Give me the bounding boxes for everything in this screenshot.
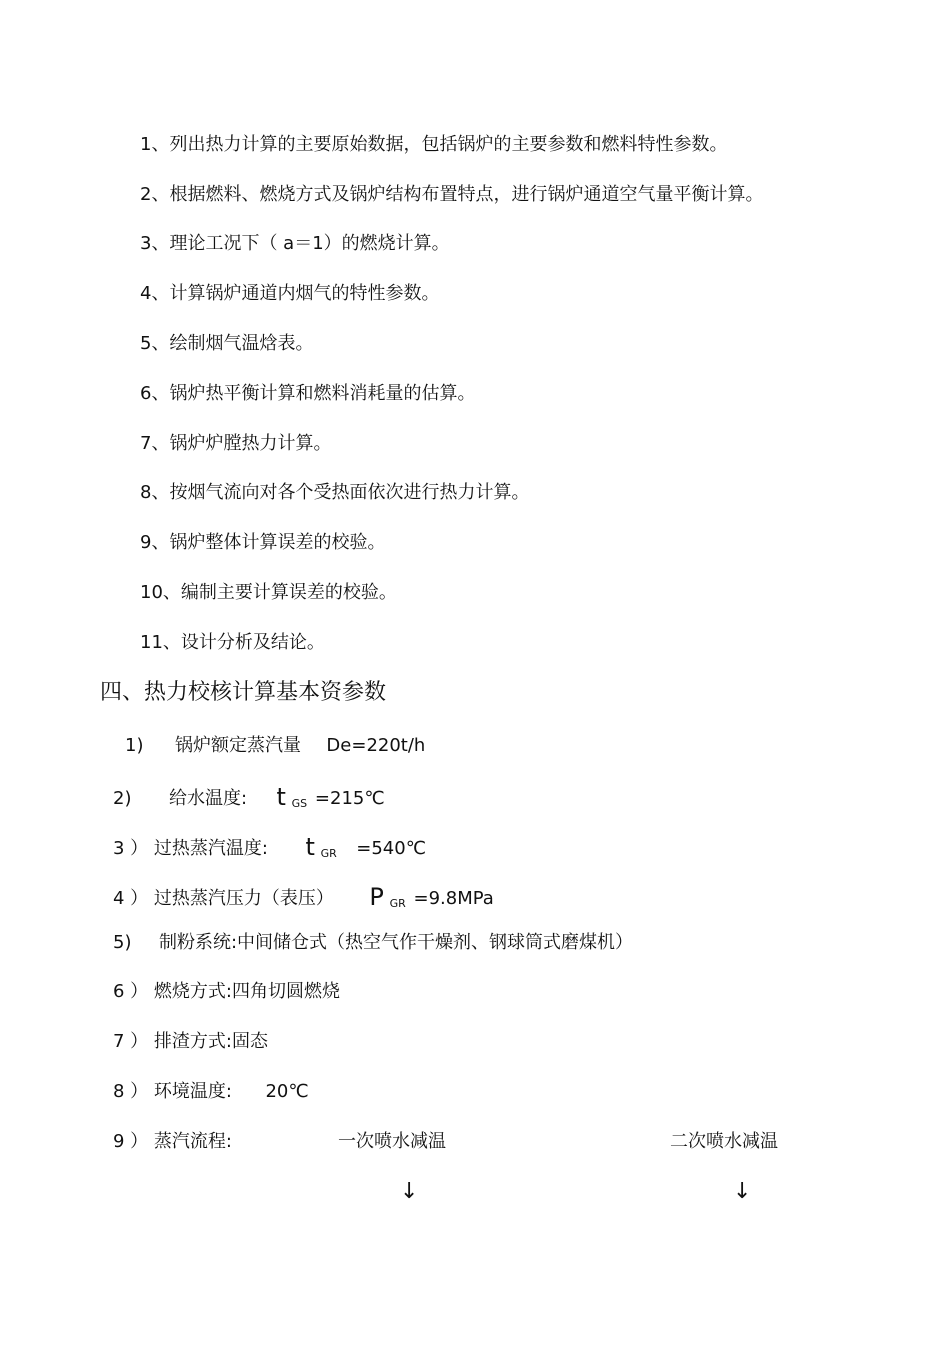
param-row-2	[113, 785, 385, 812]
param-row-6	[113, 981, 340, 1003]
param-row-5	[113, 932, 633, 954]
param-label: 制粉系统:中间储仓式（热空气作干燥剂、钢球筒式磨煤机）	[158, 932, 634, 953]
param-row-3	[113, 835, 426, 862]
param-row-8	[113, 1081, 309, 1103]
param-label: 环境温度:	[153, 1081, 232, 1102]
step-item-6: 6、锅炉热平衡计算和燃料消耗量的估算。	[140, 383, 476, 404]
param-number: 7 ）	[113, 1031, 149, 1052]
param-number: 9 ）	[113, 1131, 149, 1152]
param-value: =540℃	[356, 838, 426, 859]
section-title: 四、热力校核计算基本资参数	[100, 680, 387, 705]
param-number: 4 ）	[113, 888, 149, 909]
param-label: 过热蒸汽温度:	[153, 838, 268, 859]
step-item-8: 8、按烟气流向对各个受热面依次进行热力计算。	[140, 482, 530, 503]
steam-flow-stage-2: 二次喷水减温	[670, 1131, 778, 1152]
steam-flow-stage-1: 一次喷水减温	[338, 1131, 446, 1152]
param-label: 蒸汽流程:	[153, 1131, 232, 1152]
param-number: 2)	[113, 788, 132, 809]
param-number: 3 ）	[113, 838, 149, 859]
param-value: =9.8MPa	[413, 888, 494, 909]
param-label: 给水温度:	[168, 788, 248, 809]
param-row-4	[113, 885, 494, 912]
param-subscript: GR	[389, 897, 406, 910]
step-item-7: 7、锅炉炉膛热力计算。	[140, 433, 332, 454]
param-number: 5)	[113, 932, 132, 953]
step-item-11: 11、设计分析及结论。	[140, 632, 325, 653]
param-symbol: t	[305, 833, 315, 861]
param-label: 过热蒸汽压力（表压）	[153, 888, 334, 909]
param-symbol: P	[369, 883, 384, 911]
param-value: 20℃	[265, 1081, 309, 1102]
step-item-9: 9、锅炉整体计算误差的校验。	[140, 532, 386, 553]
param-label: 排渣方式:固态	[153, 1031, 268, 1052]
param-row-7	[113, 1031, 268, 1053]
step-item-2: 2、根据燃料、燃烧方式及锅炉结构布置特点，进行锅炉通道空气量平衡计算。	[140, 184, 764, 205]
param-row-1	[125, 735, 425, 757]
param-value: =215℃	[314, 788, 385, 809]
step-item-1: 1、列出热力计算的主要原始数据，包括锅炉的主要参数和燃料特性参数。	[140, 134, 728, 155]
down-arrow-icon: ↓	[733, 1179, 752, 1204]
param-number: 6 ）	[113, 981, 149, 1002]
param-subscript: GS	[291, 797, 308, 810]
param-label: 锅炉额定蒸汽量	[174, 735, 301, 756]
param-number: 1)	[125, 735, 144, 756]
param-symbol: t	[276, 783, 286, 811]
down-arrow-icon: ↓	[400, 1179, 419, 1204]
step-item-4: 4、计算锅炉通道内烟气的特性参数。	[140, 283, 440, 304]
param-value: De=220t/h	[326, 735, 426, 756]
param-row-9	[113, 1131, 232, 1153]
param-subscript: GR	[320, 847, 337, 860]
step-item-3: 3、理论工况下（ a＝1）的燃烧计算。	[140, 233, 450, 254]
param-number: 8 ）	[113, 1081, 149, 1102]
param-label: 燃烧方式:四角切圆燃烧	[153, 981, 340, 1002]
step-item-10: 10、编制主要计算误差的校验。	[140, 582, 397, 603]
step-item-5: 5、绘制烟气温焓表。	[140, 333, 314, 354]
